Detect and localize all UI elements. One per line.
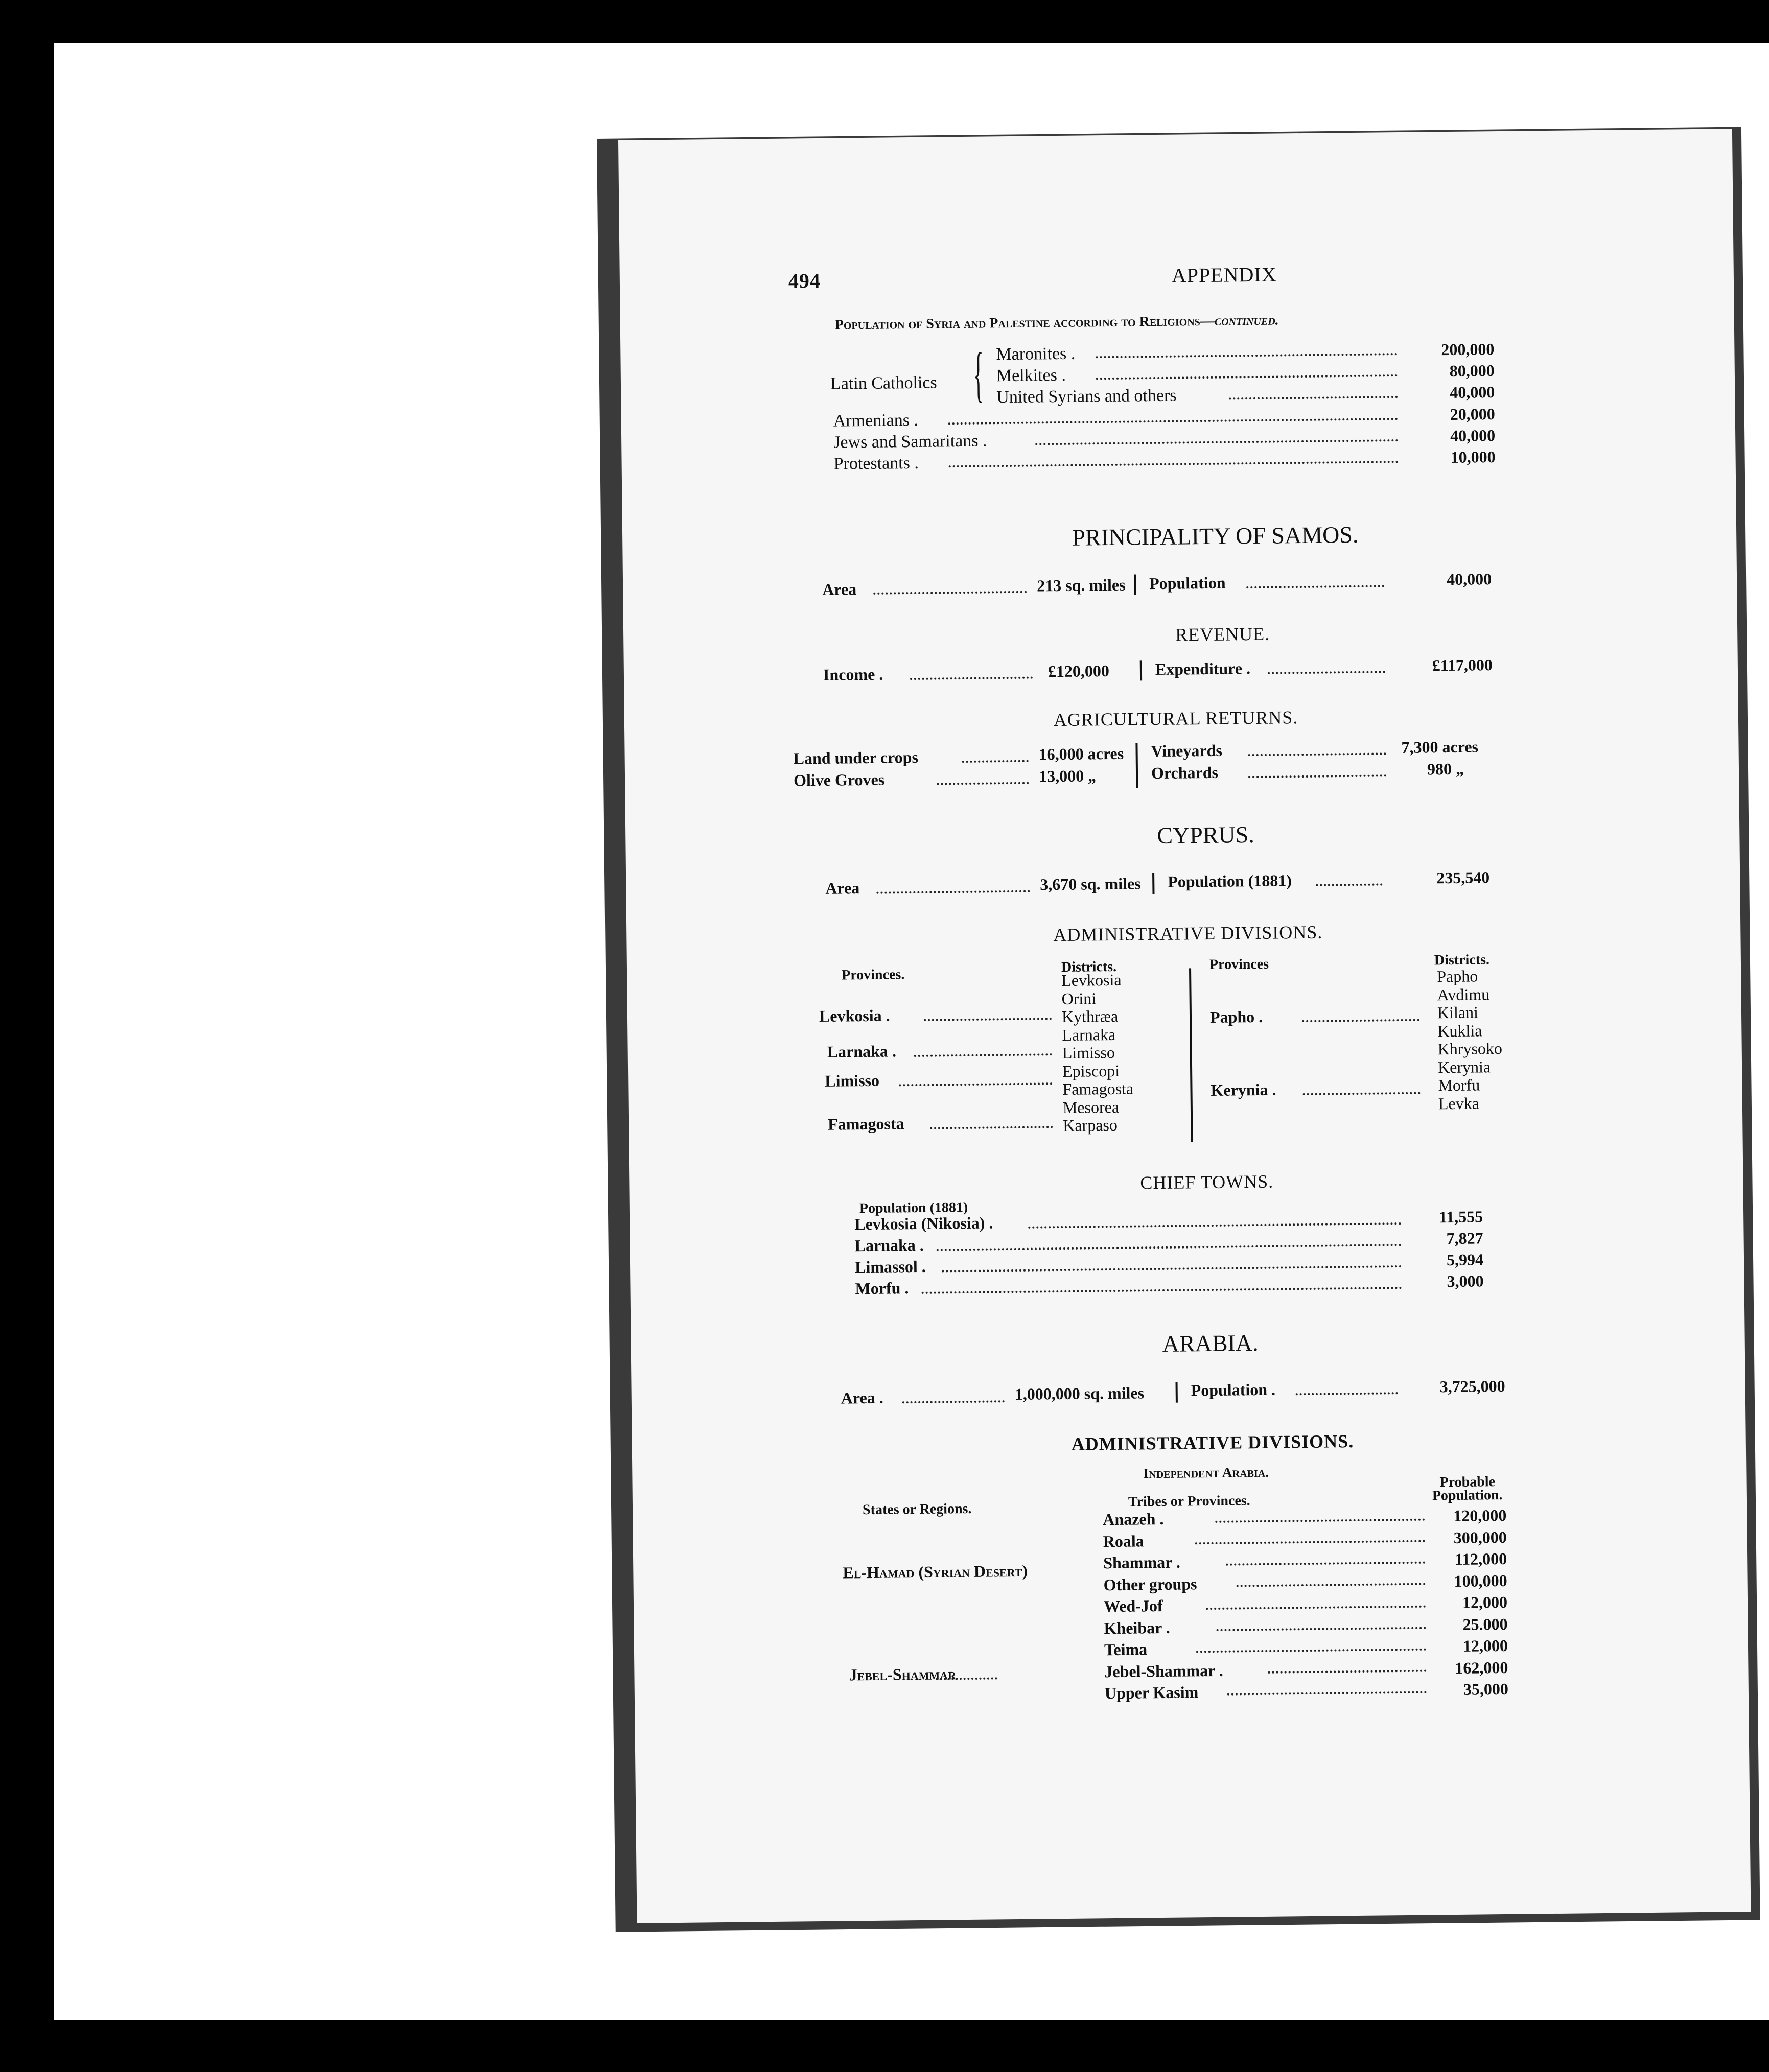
syria-sub-value-0: 200,000 [1441,340,1495,359]
dot-leader [1096,353,1397,358]
town-label-3: Morfu . [855,1279,909,1298]
latin-catholics-label: Latin Catholics [830,373,937,393]
running-head: APPENDIX [1171,263,1277,287]
district: Levkosia [1061,970,1122,990]
district: Kerynia [1437,1057,1491,1076]
syria-row-value-0: 20,000 [1450,405,1495,423]
dot-leader [910,677,1033,680]
tribe-pop: 25.000 [1462,1614,1508,1634]
tribe-pop: 112,000 [1454,1549,1507,1569]
samos-income-value: £120,000 [1048,661,1110,681]
province-kerynia: Kerynia . [1211,1080,1276,1099]
town-label-1: Larnaka . [854,1235,924,1255]
tribe-pop: 162,000 [1455,1658,1508,1677]
arabia-area-value: 1,000,000 sq. miles [1014,1383,1145,1404]
samos-area-value: 213 sq. miles [1036,575,1126,595]
dot-leader [902,1400,1005,1403]
syria-sub-value-1: 80,000 [1449,361,1495,380]
divider [1152,873,1154,894]
arabia-admin-title: ADMINISTRATIVE DIVISIONS. [1071,1431,1354,1454]
dot-leader [922,1287,1402,1294]
tribe-pop: 100,000 [1454,1571,1507,1590]
agri-label2-0: Vineyards [1151,741,1223,761]
col-districts: Districts. [1061,958,1117,976]
tribe-pop: 12,000 [1462,1592,1508,1612]
syria-row-value-1: 40,000 [1450,426,1496,445]
tribes-list-1 [1103,1508,1197,1595]
town-value-2: 5,994 [1446,1250,1484,1269]
independent-arabia: Independent Arabia. [1143,1464,1269,1482]
dot-leader [937,1244,1402,1251]
cyprus-title: CYPRUS. [1157,821,1255,849]
syria-row-label-0: Armenians . [833,410,919,431]
right-districts-list [1437,967,1503,1113]
tribes-list-2 [1104,1594,1223,1704]
tribe: Kheibar . [1104,1618,1170,1637]
dot-leader [1227,1691,1427,1696]
syria-row-value-2: 10,000 [1450,448,1496,466]
dot-leader [1237,1583,1426,1587]
dot-leader [1217,1627,1426,1631]
district: Morfu [1438,1075,1480,1095]
divider [1135,743,1138,788]
tribe-pop: 12,000 [1462,1636,1508,1655]
divider [1140,660,1142,680]
cyprus-pop-value: 235,540 [1436,868,1490,887]
dot-leader [1268,671,1385,674]
brace-icon: { [973,340,984,408]
agri-value-1: 13,000 „ [1038,766,1097,786]
district: Limisso [1062,1043,1115,1062]
col-districts-right: Districts. [1434,952,1490,969]
tribe: Other groups [1103,1574,1197,1594]
col-provinces: Provinces. [841,967,905,983]
tribe: Wed-Jof [1103,1596,1163,1616]
town-value-1: 7,827 [1446,1229,1483,1248]
samos-revenue-title: REVENUE. [1175,623,1270,645]
agri-value2-0: 7,300 acres [1401,737,1479,757]
district: Mesorea [1062,1097,1120,1117]
dot-leader [873,591,1027,595]
region-jebel-shammar: Jebel-Shammar [849,1664,957,1684]
dot-leader [936,1677,997,1680]
district: Avdimu [1437,984,1490,1004]
district: Famagosta [1062,1079,1134,1098]
syria-row-label-1: Jews and Samaritans . [833,431,987,452]
syria-heading [835,312,1279,333]
dot-leader [876,890,1030,894]
agri-label2-1: Orchards [1151,763,1219,783]
dot-leader [1248,752,1386,756]
col-probable: Probable [1439,1474,1496,1491]
dot-leader [1206,1606,1426,1610]
dot-leader [1246,585,1384,588]
samos-pop-label: Population [1149,573,1226,593]
syria-sub-value-2: 40,000 [1450,383,1495,402]
towns-subheading: Population (1881) [859,1199,968,1217]
district: Larnaka [1062,1025,1116,1044]
province-larnaka: Larnaka . [827,1042,897,1061]
dot-leader [937,782,1029,785]
syria-heading-continued: continued. [1214,312,1279,329]
dot-leader [1028,1222,1401,1229]
province-limisso: Limisso [825,1071,880,1090]
divider [1176,1382,1178,1403]
district: Kythræa [1061,1006,1119,1026]
dot-leader [1215,1519,1425,1523]
district: Orini [1061,988,1097,1008]
tribe-pop: 300,000 [1453,1527,1507,1547]
syria-sub-label-2: United Syrians and others [996,386,1177,407]
province-levkosia: Levkosia . [819,1006,890,1025]
district: Episcopi [1062,1061,1120,1080]
tribes-values-1 [1430,1504,1507,1592]
syria-sub-label-1: Melkites . [996,365,1066,386]
tribe: Anazeh . [1103,1509,1164,1529]
col-population: Population. [1432,1487,1503,1504]
town-label-0: Levkosia (Nikosia) . [854,1213,993,1234]
samos-pop-value: 40,000 [1446,570,1492,589]
arabia-pop-label: Population . [1191,1380,1276,1400]
col-states: States or Regions. [862,1500,972,1518]
towns-title: CHIEF TOWNS. [1140,1171,1274,1193]
district: Kuklia [1437,1021,1482,1040]
col-provinces-right: Provinces [1209,956,1269,973]
dot-leader [1195,1540,1425,1545]
dot-leader [1303,1092,1421,1095]
region-el-hamad: El-Hamad (Syrian Desert) [843,1561,1028,1582]
town-value-0: 11,555 [1438,1207,1483,1227]
syria-row-label-2: Protestants . [833,453,919,474]
page-number: 494 [788,269,821,293]
dot-leader [1196,1649,1426,1653]
dot-leader [1296,1392,1398,1395]
dot-leader [899,1082,1052,1086]
dot-leader [949,461,1399,467]
divider [1134,574,1136,595]
cyprus-area-label: Area [825,879,860,898]
samos-exp-label: Expenditure . [1155,659,1251,679]
tribe-pop: 35,000 [1463,1679,1509,1699]
agri-label-0: Land under crops [793,747,919,768]
syria-sub-label-0: Maronites . [996,344,1076,364]
book-page [618,129,1751,1923]
district: Levka [1438,1093,1479,1113]
tribes-values-2 [1431,1591,1508,1701]
tribe: Upper Kasim [1104,1683,1199,1703]
dot-leader [914,1053,1052,1057]
tribe: Shammar . [1103,1552,1180,1572]
dot-leader [962,760,1029,763]
province-papho: Papho . [1209,1007,1263,1026]
dot-leader [1316,883,1382,886]
agri-value-0: 16,000 acres [1038,744,1124,764]
samos-area-label: Area [822,580,857,599]
district: Kilani [1437,1003,1479,1022]
dot-leader [1096,374,1398,380]
district: Papho [1437,967,1478,986]
samos-income-label: Income . [823,665,883,684]
arabia-pop-value: 3,725,000 [1439,1376,1505,1396]
agri-value2-1: 980 „ [1427,759,1464,779]
cyprus-area-value: 3,670 sq. miles [1040,874,1141,894]
town-label-2: Limassol . [854,1257,926,1277]
dot-leader [1248,774,1386,778]
dot-leader [1229,396,1398,399]
samos-exp-value: £117,000 [1432,655,1493,675]
district: Karpaso [1063,1115,1118,1135]
samos-title: PRINCIPALITY OF SAMOS. [1072,521,1359,551]
dot-leader [948,418,1398,425]
dot-leader [1035,439,1398,445]
cyprus-admin-title: ADMINISTRATIVE DIVISIONS. [1053,922,1323,946]
cyprus-pop-label: Population (1881) [1168,871,1292,891]
town-value-3: 3,000 [1447,1272,1484,1291]
agri-label-1: Olive Groves [793,770,885,790]
tribe: Roala [1103,1531,1144,1550]
col-tribes: Tribes or Provinces. [1128,1493,1250,1510]
tribe: Teima [1104,1640,1148,1659]
dot-leader [930,1126,1053,1129]
samos-agri-title: AGRICULTURAL RETURNS. [1053,707,1298,731]
syria-heading-text: Population of Syria and Palestine according to Religions— [834,313,1215,333]
tribe: Jebel-Shammar . [1104,1661,1223,1681]
dot-leader [942,1265,1402,1272]
divider [1189,968,1193,1142]
arabia-area-label: Area . [841,1388,883,1407]
arabia-title: ARABIA. [1162,1330,1259,1357]
tribe-pop: 120,000 [1453,1505,1507,1525]
left-districts-list [1061,971,1134,1135]
dot-leader [1302,1019,1419,1022]
district: Khrysoko [1437,1039,1503,1058]
dot-leader [924,1018,1052,1021]
province-famagosta: Famagosta [828,1114,904,1134]
dot-leader [1268,1670,1426,1674]
dot-leader [1226,1562,1425,1566]
